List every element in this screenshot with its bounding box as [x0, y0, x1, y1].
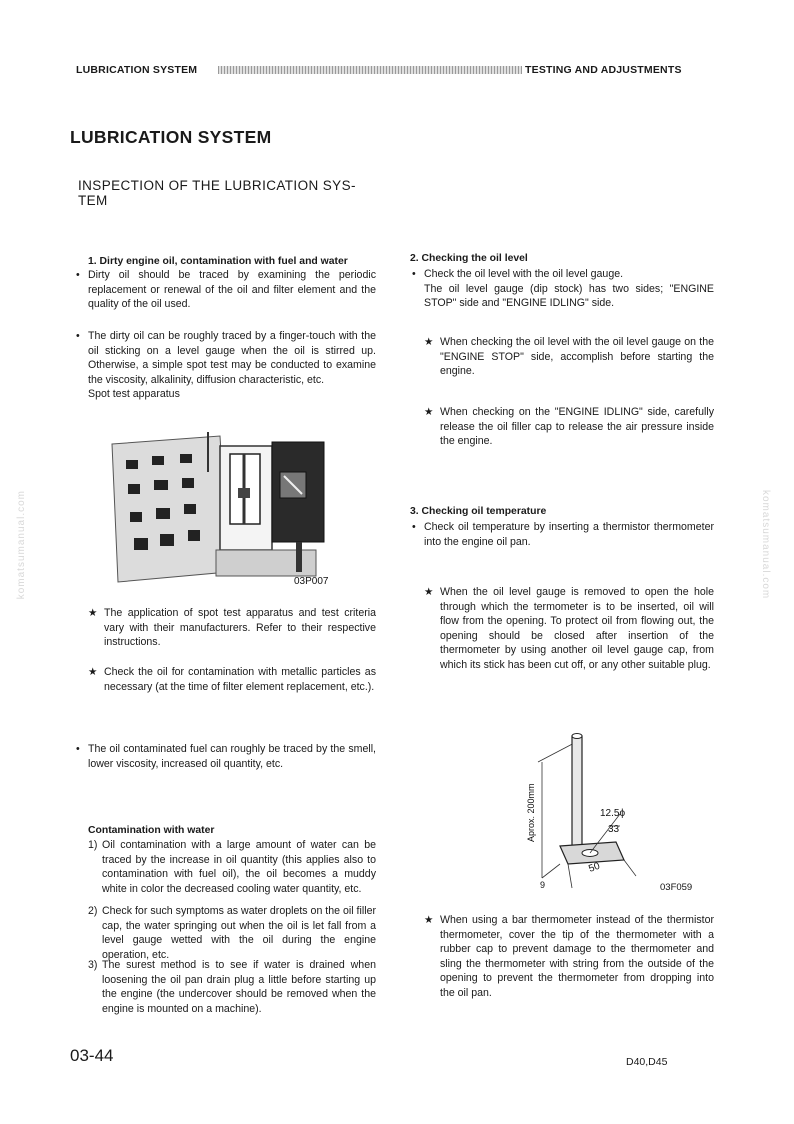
- water-item-3-text: The surest method is to see if water is drained when loosening the oil pan drain plug a little before starting up the engine (the undercover should be removed when the engine is mounted on a machine).: [102, 959, 376, 1015]
- bullet: •: [412, 521, 416, 533]
- s2-note-1: [424, 335, 714, 379]
- s3-note-2: [424, 913, 714, 1000]
- item-number: 3): [88, 959, 98, 971]
- watermark-left: komatsumanual.com: [16, 490, 27, 600]
- note-spot-test: [88, 606, 376, 650]
- figure-1-code: 03P007: [294, 576, 329, 587]
- s1-bullet-3: [76, 742, 376, 771]
- s1-bullet-1: [76, 268, 376, 312]
- s1-bullet-1-text: Dirty oil should be traced by examining the periodic replacement or renewal of the oil and filter element and the quality of the oil used.: [88, 269, 376, 310]
- section-title: INSPECTION OF THE LUBRICATION SYS- TEM: [78, 178, 356, 208]
- note-metallic: [88, 665, 376, 694]
- s2-note-2: [424, 405, 714, 449]
- model-code: D40,D45: [626, 1056, 668, 1068]
- star-icon: ★: [424, 586, 434, 598]
- s2-note-1-text: When checking the oil level with the oil level gauge on the "ENGINE STOP" side, accomplish before starting the engine.: [440, 336, 714, 377]
- bullet: •: [76, 330, 80, 342]
- section-1-heading: 1. Dirty engine oil, contamination with fuel and water: [88, 256, 348, 267]
- bullet: •: [412, 268, 416, 280]
- water-item-3: [88, 958, 376, 1016]
- water-heading: Contamination with water: [88, 825, 215, 836]
- s3-note-2-text: When using a bar thermometer instead of the thermistor thermometer, cover the tip of the thermometer with a rubber cap to prevent damage to the thermometer and sling the thermometer with string from the outside of the opening to prevent the thermometer from dropping into the oil pan.: [440, 914, 714, 999]
- water-item-1-text: Oil contamination with a large amount of water can be traced by the increase in oil quantity (this applies also to contamination with fuel oil), the oil becomes a muddy white in color the decreased cooling water quantity, etc.: [102, 839, 376, 895]
- star-icon: ★: [88, 666, 98, 678]
- s2-bullet-1: [412, 267, 714, 311]
- bullet: •: [76, 269, 80, 281]
- item-number: 2): [88, 905, 98, 917]
- running-header-left: LUBRICATION SYSTEM: [76, 64, 198, 76]
- star-icon: ★: [88, 607, 98, 619]
- star-icon: ★: [424, 914, 434, 926]
- star-icon: ★: [424, 336, 434, 348]
- running-header-right: TESTING AND ADJUSTMENTS: [525, 64, 682, 76]
- figure-2-code: 03F059: [660, 882, 693, 893]
- s1-bullet-3-text: The oil contaminated fuel can roughly be traced by the smell, lower viscosity, increased oil quantity, etc.: [88, 743, 376, 770]
- item-number: 1): [88, 839, 98, 851]
- dimension-length: Aprox. 200mm: [526, 783, 536, 842]
- note-metallic-text: Check the oil for contamination with metallic particles as necessary (at the time of filter element replacement, etc.).: [104, 666, 376, 693]
- note-spot-test-text: The application of spot test apparatus and test criteria vary with their manufacturers. Refer to their respective instructions.: [104, 607, 376, 648]
- spot-test-label: Spot test apparatus: [88, 388, 180, 400]
- dimension-50: 50: [587, 860, 602, 875]
- section-2-heading: 2. Checking the oil level: [410, 253, 528, 264]
- s1-bullet-2: [76, 329, 376, 402]
- water-item-2: [88, 904, 376, 962]
- s2-bullet-1-rest: The oil level gauge (dip stock) has two sides; "ENGINE STOP" side and "ENGINE IDLING" side.: [424, 282, 714, 309]
- s2-bullet-1-line1: Check the oil level with the oil level gauge.: [424, 268, 624, 280]
- star-icon: ★: [424, 406, 434, 418]
- page-title: LUBRICATION SYSTEM: [70, 127, 272, 147]
- dimension-9: 9: [540, 880, 546, 890]
- s3-bullet-1: [412, 520, 714, 549]
- dimension-33: 33: [608, 824, 620, 835]
- section-3-heading: 3. Checking oil temperature: [410, 506, 547, 517]
- bullet: •: [76, 743, 80, 755]
- s3-note-1: [424, 585, 714, 672]
- s3-bullet-1-text: Check oil temperature by inserting a thermistor thermometer into the engine oil pan.: [424, 521, 714, 548]
- page-number: 03-44: [70, 1046, 114, 1065]
- gauge-cap-figure: [520, 728, 716, 898]
- spot-test-apparatus-figure: [108, 432, 340, 592]
- dimension-diameter: 12.5ϕ: [600, 808, 626, 819]
- s1-bullet-2-text: The dirty oil can be roughly traced by a finger-touch with the oil sticking on a level gauge when the oil is stirred up. Otherwise, a simple spot test may be conducted to examine the viscosity, alkalinity, diffusion characteristic, etc.: [88, 330, 376, 386]
- watermark-right: komatsumanual.com: [760, 490, 771, 600]
- s3-note-1-text: When the oil level gauge is removed to open the hole through which the termometer is to be inserted, oil will flow from the opening. To protect oil from flowing out, the opening should be closed after insertion of the thermometer by using another oil level gauge cap, from which its stick has been cut off, or any other suitable plug.: [440, 586, 714, 671]
- water-item-1: [88, 838, 376, 896]
- header-divider-bar: [218, 66, 522, 74]
- water-item-2-text: Check for such symptoms as water droplets on the oil filler cap, the water springing out when the oil is let fall from a level gauge wetted with the oil during the engine operation, etc.: [102, 905, 376, 961]
- s2-note-2-text: When checking on the "ENGINE IDLING" side, carefully release the oil filler cap to release the air pressure inside the engine.: [440, 406, 714, 447]
